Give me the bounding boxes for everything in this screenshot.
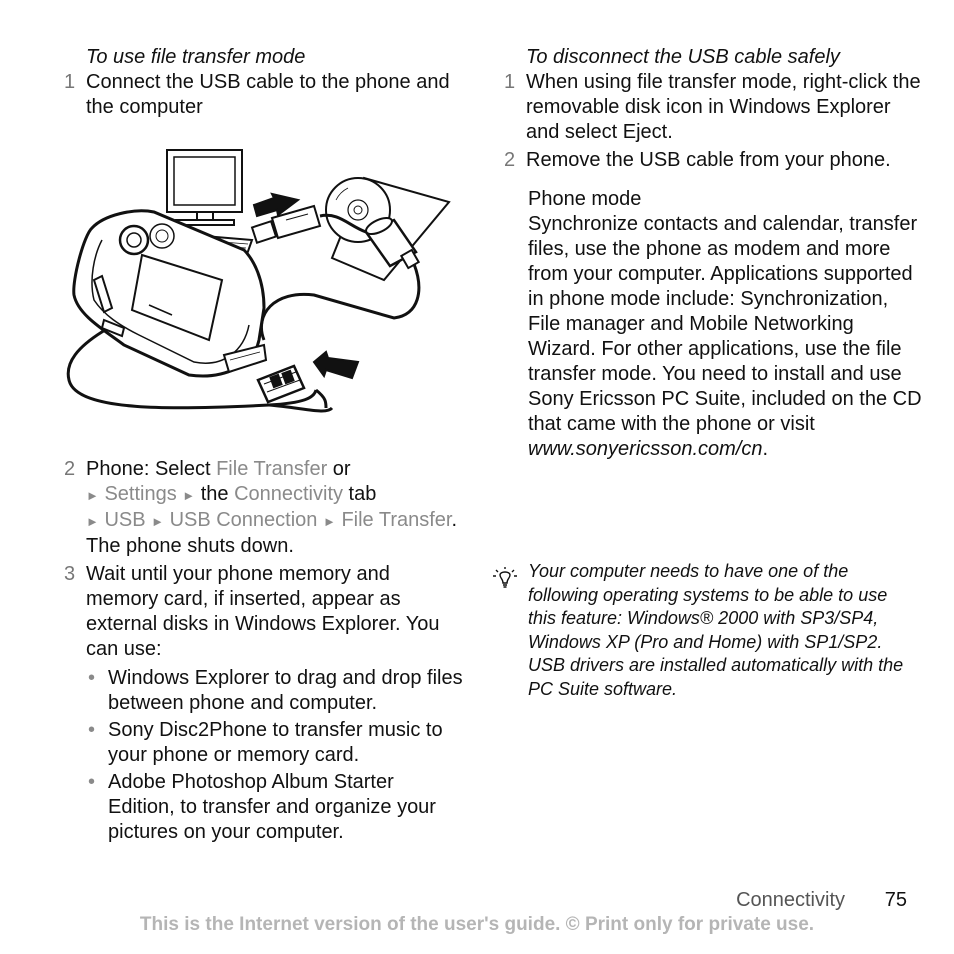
disclaimer: This is the Internet version of the user's guide. © Print only for private use. <box>139 914 815 935</box>
section-heading-file-transfer: To use file transfer mode <box>86 46 306 68</box>
section-heading-disconnect: To disconnect the USB cable safely <box>526 46 840 68</box>
phone-label: Phone: <box>86 458 150 480</box>
phone-mode-section <box>528 187 924 462</box>
arrow-icon: ► <box>182 488 196 503</box>
arrow-icon: ► <box>151 514 164 529</box>
website-link[interactable]: www.sonyericsson.com/cn <box>528 438 763 460</box>
bullet-dot-icon: • <box>88 719 96 741</box>
step-number: 2 <box>504 149 516 171</box>
arrow-icon: ► <box>323 514 336 529</box>
step-1-connect <box>64 70 464 120</box>
step-2-remove <box>504 148 924 173</box>
menu-file-transfer: File Transfer <box>216 458 328 480</box>
step-text: Select <box>149 458 217 480</box>
tip-text: Your computer needs to have one of the following operating systems to be able to use this feature: Windows® 2000 with SP3/SP4, Windows XP (Pro and Home) with SP1/SP2. USB drivers are installed automatically with the PC Suite software. <box>528 561 904 699</box>
bullet-dot-icon: • <box>88 771 96 793</box>
right-column <box>504 45 924 462</box>
step-number: 1 <box>504 71 516 93</box>
arrow-icon: ► <box>86 488 99 503</box>
list-item-text: Windows Explorer to drag and drop files between phone and computer. <box>108 667 463 714</box>
footer-section-name: Connectivity <box>736 889 845 911</box>
step-number: 3 <box>64 563 76 585</box>
list-item <box>86 718 464 768</box>
bullet-dot-icon: • <box>88 667 96 689</box>
page-number: 75 <box>884 889 907 911</box>
step-text: the <box>195 483 235 505</box>
list-item <box>86 666 464 716</box>
step-text: Remove the USB cable from your phone. <box>526 149 891 171</box>
usb-connection-illustration <box>64 140 464 445</box>
menu-usb-connection: USB Connection <box>169 509 318 531</box>
paragraph-text: . <box>762 438 769 460</box>
paragraph-text: Synchronize contacts and calendar, transfer files, use the phone as modem and more from your computer. Applications supported in phone mode include: Synchronization, File manager and Mobile Networking Wizard. For other applications, use the file transfer mode. You need to install and use Sony Ericsson PC Suite, included on the CD that came with the phone or visit <box>528 213 922 435</box>
step-number: 1 <box>64 71 76 93</box>
step-text: When using file transfer mode, right-click the removable disk icon in Windows Explorer and select Eject. <box>526 71 921 143</box>
phone-mode-text <box>528 212 924 462</box>
phone-mode-title: Phone mode <box>528 188 642 210</box>
list-item-text: Sony Disc2Phone to transfer music to your phone or memory card. <box>108 719 443 766</box>
bullet-list <box>86 666 464 845</box>
step-number: 2 <box>64 458 76 480</box>
list-item-text: Adobe Photoshop Album Starter Edition, to transfer and organize your pictures on your computer. <box>108 771 436 843</box>
tip-note <box>490 560 910 701</box>
step-text: Wait until your phone memory and memory card, if inserted, appear as external disks in Windows Explorer. You can use: <box>86 563 440 660</box>
phone-computer-usb-diagram <box>64 140 464 445</box>
step-3-wait <box>64 562 464 662</box>
menu-settings: Settings <box>104 483 177 505</box>
step-text: or <box>327 458 351 480</box>
menu-connectivity: Connectivity <box>234 483 343 505</box>
list-item <box>86 770 464 845</box>
menu-file-transfer-2: File Transfer <box>341 509 452 531</box>
lightbulb-tip-icon <box>490 566 520 599</box>
step-1-eject <box>504 70 924 145</box>
left-column-steps <box>64 457 464 847</box>
left-column <box>64 45 464 120</box>
step-text: . The phone shuts down. <box>86 509 458 557</box>
step-text: Connect the USB cable to the phone and the computer <box>86 71 450 118</box>
step-2-select-file-transfer <box>64 457 464 559</box>
menu-usb: USB <box>104 509 146 531</box>
arrow-icon: ► <box>86 514 99 529</box>
step-text: tab <box>343 483 377 505</box>
